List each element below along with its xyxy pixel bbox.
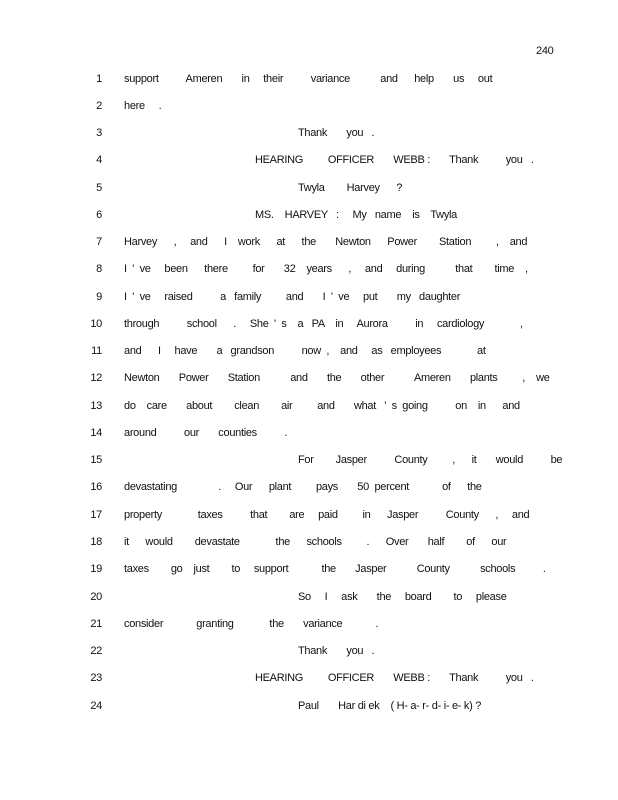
line-number: 20 xyxy=(90,591,102,603)
line-number: 11 xyxy=(91,345,102,357)
transcript-line xyxy=(0,372,618,388)
transcript-line xyxy=(0,73,618,89)
line-text: devastating . Our plant pays 50 percent of the xyxy=(124,481,482,493)
transcript-line xyxy=(0,427,618,443)
line-text: Newton Power Station and the other Ameren plants , we xyxy=(124,372,550,384)
line-text: Thank you . xyxy=(298,645,375,657)
transcript-line xyxy=(0,209,618,225)
line-text: consider granting the variance . xyxy=(124,618,379,630)
line-number: 6 xyxy=(96,209,102,221)
page-number: 240 xyxy=(536,45,554,57)
line-number: 7 xyxy=(96,236,102,248)
line-number: 14 xyxy=(90,427,102,439)
transcript-line xyxy=(0,481,618,497)
line-text: it would devastate the schools . Over half of our xyxy=(124,536,507,548)
line-number: 18 xyxy=(90,536,102,548)
line-number: 17 xyxy=(90,509,102,521)
transcript-line xyxy=(0,400,618,416)
transcript-line xyxy=(0,591,618,607)
line-number: 15 xyxy=(90,454,102,466)
line-text: support Ameren in their variance and help us out xyxy=(124,73,493,85)
transcript-line xyxy=(0,618,618,634)
line-number: 4 xyxy=(96,154,102,166)
line-text: HEARING OFFICER WEBB : Thank you . xyxy=(255,154,534,166)
line-text: I ' ve raised a family and I ' ve put my daughter xyxy=(124,291,461,303)
line-text: HEARING OFFICER WEBB : Thank you . xyxy=(255,672,534,684)
transcript-line xyxy=(0,345,618,361)
line-number: 3 xyxy=(96,127,102,139)
line-number: 10 xyxy=(90,318,102,330)
line-text: For Jasper County , it would be xyxy=(298,454,563,466)
transcript-line xyxy=(0,127,618,143)
line-number: 5 xyxy=(96,182,102,194)
line-number: 12 xyxy=(90,372,102,384)
line-number: 24 xyxy=(90,700,102,712)
transcript-line xyxy=(0,700,618,716)
transcript-line xyxy=(0,154,618,170)
line-text: property taxes that are paid in Jasper County , and xyxy=(124,509,530,521)
transcript-line xyxy=(0,672,618,688)
line-text: Harvey , and I work at the Newton Power Station , and xyxy=(124,236,528,248)
line-number: 21 xyxy=(90,618,102,630)
transcript-line xyxy=(0,509,618,525)
line-number: 8 xyxy=(96,263,102,275)
line-number: 19 xyxy=(90,563,102,575)
line-text: around our counties . xyxy=(124,427,288,439)
transcript-line xyxy=(0,563,618,579)
transcript-line xyxy=(0,100,618,116)
line-text: and I have a grandson now , and as employees at xyxy=(124,345,486,357)
line-text: I ' ve been there for 32 years , and during that time , xyxy=(124,263,528,275)
line-text: Paul Har di ek ( H- a- r- d- i- e- k) ? xyxy=(298,700,482,712)
line-number: 16 xyxy=(90,481,102,493)
line-text: So I ask the board to please xyxy=(298,591,507,603)
transcript-line xyxy=(0,454,618,470)
transcript-line xyxy=(0,291,618,307)
line-text: taxes go just to support the Jasper County schools . xyxy=(124,563,546,575)
line-text: do care about clean air and what ' s going on in and xyxy=(124,400,520,412)
line-number: 9 xyxy=(96,291,102,303)
line-text: Thank you . xyxy=(298,127,375,139)
transcript-line xyxy=(0,645,618,661)
line-text: through school . She ' s a PA in Aurora in cardiology , xyxy=(124,318,523,330)
transcript-line xyxy=(0,236,618,252)
transcript-line xyxy=(0,536,618,552)
line-number: 22 xyxy=(90,645,102,657)
transcript-line xyxy=(0,263,618,279)
line-text: Twyla Harvey ? xyxy=(298,182,403,194)
line-number: 23 xyxy=(90,672,102,684)
line-number: 2 xyxy=(96,100,102,112)
line-text: here . xyxy=(124,100,162,112)
transcript-line xyxy=(0,318,618,334)
line-text: MS. HARVEY : My name is Twyla xyxy=(255,209,457,221)
transcript-line xyxy=(0,182,618,198)
line-number: 13 xyxy=(90,400,102,412)
line-number: 1 xyxy=(96,73,102,85)
